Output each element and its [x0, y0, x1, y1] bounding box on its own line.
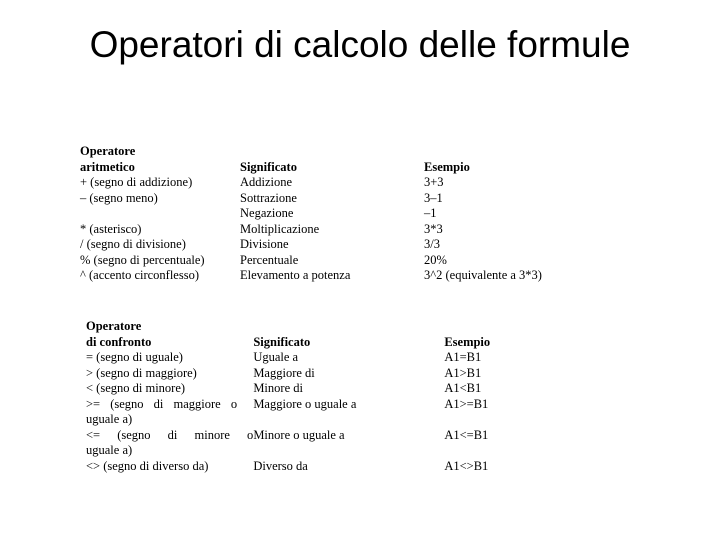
header-example	[424, 144, 542, 175]
meaning-cell: Divisione	[240, 237, 289, 251]
table-row	[86, 428, 490, 459]
header-operator-line2: aritmetico	[80, 159, 135, 174]
example-cell: 20%	[424, 252, 447, 267]
header-meaning	[253, 319, 444, 350]
operator-cell: ^ (accento circonflesso)	[80, 268, 200, 282]
operator-text-continued: uguale a)	[86, 412, 133, 426]
operator-text: > (segno di maggiore)	[86, 365, 197, 380]
example-cell: A1<>B1	[444, 458, 489, 473]
header-operator	[80, 144, 240, 175]
comparison-operators-table	[86, 319, 490, 474]
example-cell: 3^2 (equivalente a 3*3)	[424, 268, 542, 282]
operator-text: < (segno di minore)	[86, 381, 186, 395]
table-row	[80, 237, 542, 253]
example-cell: A1<B1	[444, 381, 482, 395]
operator-text: <= (segno di minore o	[86, 427, 254, 442]
meaning-cell: Sottrazione	[240, 190, 297, 205]
operator-text: >= (segno di maggiore o	[86, 396, 238, 411]
operator-cell	[86, 397, 253, 428]
table-row	[80, 268, 542, 284]
table-row	[80, 206, 542, 222]
operator-cell	[86, 381, 253, 397]
table-header-row	[80, 144, 542, 175]
operator-cell: + (segno di addizione)	[80, 175, 193, 189]
header-meaning-label: Significato	[240, 159, 297, 174]
meaning-cell: Addizione	[240, 175, 293, 189]
header-meaning	[240, 144, 424, 175]
header-meaning-label: Significato	[253, 334, 311, 349]
example-cell: 3/3	[424, 237, 440, 251]
header-operator-line1: Operatore	[80, 144, 136, 158]
operator-cell	[86, 428, 253, 459]
operator-cell: – (segno meno)	[80, 190, 158, 205]
operator-text-continued: uguale a)	[86, 443, 133, 457]
meaning-cell: Maggiore o uguale a	[253, 396, 357, 411]
example-cell: –1	[424, 206, 437, 220]
operator-cell	[86, 350, 253, 366]
table-row	[80, 175, 542, 191]
meaning-cell: Moltiplicazione	[240, 221, 320, 236]
header-operator-line2: di confronto	[86, 334, 152, 349]
header-operator-line1: Operatore	[86, 319, 142, 333]
meaning-cell: Diverso da	[253, 458, 308, 473]
table-row	[86, 350, 490, 366]
table-row	[86, 366, 490, 382]
header-example	[444, 319, 490, 350]
table-row	[80, 253, 542, 269]
example-cell: 3+3	[424, 175, 444, 189]
operator-cell	[80, 206, 240, 222]
operator-cell: / (segno di divisione)	[80, 237, 186, 251]
example-cell: A1<=B1	[444, 427, 489, 442]
operator-cell	[86, 459, 253, 475]
table-header-row	[86, 319, 490, 350]
table-row	[86, 381, 490, 397]
example-cell: A1>B1	[444, 365, 482, 380]
example-cell: 3–1	[424, 190, 443, 205]
header-example-label: Esempio	[424, 159, 470, 174]
meaning-cell: Negazione	[240, 206, 294, 220]
meaning-cell: Uguale a	[253, 350, 299, 364]
meaning-cell: Minore di	[253, 381, 303, 395]
arithmetic-operators-table	[80, 144, 542, 284]
operator-cell	[86, 366, 253, 382]
operator-text: = (segno di uguale)	[86, 350, 183, 364]
table-row	[86, 397, 490, 428]
table-row	[80, 222, 542, 238]
table-row	[86, 459, 490, 475]
meaning-cell: Percentuale	[240, 252, 299, 267]
meaning-cell: Minore o uguale a	[253, 427, 345, 442]
header-example-label: Esempio	[444, 334, 491, 349]
page-title: Operatori di calcolo delle formule	[89, 24, 631, 65]
example-cell: A1>=B1	[444, 396, 489, 411]
header-operator	[86, 319, 253, 350]
meaning-cell: Maggiore di	[253, 365, 315, 380]
operator-cell: % (segno di percentuale)	[80, 252, 205, 267]
example-cell: 3*3	[424, 221, 443, 236]
operator-text: <> (segno di diverso da)	[86, 458, 209, 473]
operator-cell: * (asterisco)	[80, 221, 142, 236]
meaning-cell: Elevamento a potenza	[240, 268, 351, 282]
table-row	[80, 191, 542, 207]
example-cell: A1=B1	[444, 350, 482, 364]
